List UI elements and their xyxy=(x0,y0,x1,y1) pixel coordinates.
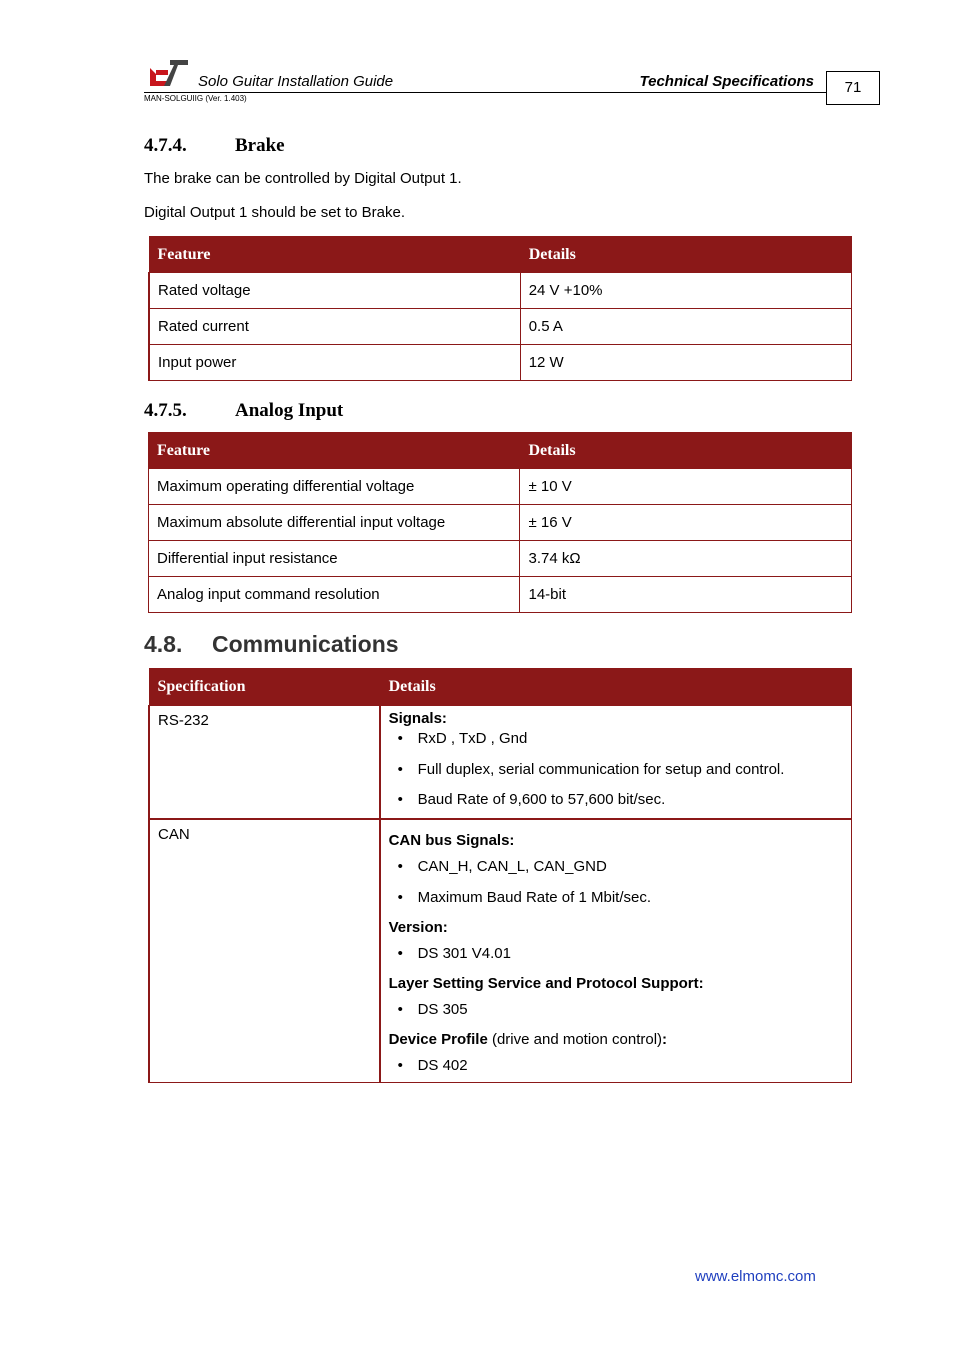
table-row xyxy=(149,541,852,577)
table-row xyxy=(149,819,852,1083)
table-row xyxy=(149,309,852,345)
can-version-label: Version: xyxy=(388,919,448,936)
can-layer-label: Layer Setting Service and Protocol Support: xyxy=(388,975,704,992)
table-row xyxy=(149,345,852,381)
can-profile-label xyxy=(389,1030,843,1050)
table-row xyxy=(149,706,852,820)
document-version: MAN-SOLGUIIG (Ver. 1.403) xyxy=(144,94,247,103)
analog-table xyxy=(148,432,852,613)
table-cell: 12 W xyxy=(520,345,851,381)
table-cell: Rated current xyxy=(149,309,520,345)
table-cell xyxy=(380,819,852,1083)
table-cell: ± 16 V xyxy=(520,505,852,541)
brake-heading-title: Brake xyxy=(235,135,285,156)
table-cell: Input power xyxy=(149,345,520,381)
list-item: • Maximum Baud Rate of 1 Mbit/sec. xyxy=(389,888,843,908)
brake-heading xyxy=(144,135,285,157)
table-cell: 0.5 A xyxy=(520,309,851,345)
communications-heading-number: 4.8. xyxy=(144,631,183,657)
section-title: Technical Specifications xyxy=(639,73,814,90)
list-item: • DS 402 xyxy=(389,1056,843,1076)
analog-heading-title: Analog Input xyxy=(235,400,344,421)
table-cell: ± 10 V xyxy=(520,469,852,505)
can-profile-colon: : xyxy=(662,1031,668,1048)
website-link[interactable]: www.elmomc.com xyxy=(695,1268,816,1285)
column-header: Specification xyxy=(149,669,380,706)
list-item: • Full duplex, serial communication for setup and control. xyxy=(389,760,843,780)
table-header-row xyxy=(149,237,852,273)
analog-heading-number: 4.7.5. xyxy=(144,400,187,421)
table-cell: CAN xyxy=(149,819,380,1083)
column-header: Details xyxy=(520,237,851,273)
table-cell: Differential input resistance xyxy=(149,541,520,577)
can-profile-list xyxy=(389,1056,843,1076)
brake-table xyxy=(148,236,852,381)
list-item: • CAN_H, CAN_L, CAN_GND xyxy=(389,857,843,877)
table-cell: Maximum operating differential voltage xyxy=(149,469,520,505)
table-row xyxy=(149,469,852,505)
brake-paragraph-1: The brake can be controlled by Digital Output 1. xyxy=(144,170,462,187)
column-header: Details xyxy=(380,669,852,706)
can-signals-label: CAN bus Signals: xyxy=(388,832,515,849)
table-cell: RS-232 xyxy=(149,706,380,820)
table-cell: Maximum absolute differential input voltage xyxy=(149,505,520,541)
can-profile-suffix: (drive and motion control) xyxy=(487,1031,663,1048)
analog-heading xyxy=(144,400,343,422)
table-cell: Analog input command resolution xyxy=(149,577,520,613)
brake-paragraph-2: Digital Output 1 should be set to Brake. xyxy=(144,204,405,221)
list-item: • DS 301 V4.01 xyxy=(389,944,843,964)
column-header: Feature xyxy=(149,433,520,469)
table-row xyxy=(149,273,852,309)
header-rule xyxy=(144,92,827,93)
rs232-signals-label: Signals: xyxy=(388,710,447,727)
communications-table xyxy=(148,668,852,1083)
can-signal-list xyxy=(389,857,843,908)
table-cell: 24 V +10% xyxy=(520,273,851,309)
table-cell: Rated voltage xyxy=(149,273,520,309)
document-title: Solo Guitar Installation Guide xyxy=(198,73,394,90)
list-item: • Baud Rate of 9,600 to 57,600 bit/sec. xyxy=(389,790,843,810)
table-cell: 14-bit xyxy=(520,577,852,613)
table-header-row xyxy=(149,669,852,706)
table-row xyxy=(149,505,852,541)
column-header: Feature xyxy=(149,237,520,273)
list-item: • RxD , TxD , Gnd xyxy=(389,729,843,749)
table-row xyxy=(149,577,852,613)
page-number: 71 xyxy=(826,71,880,105)
communications-heading xyxy=(144,631,399,658)
communications-heading-title: Communications xyxy=(212,631,399,657)
list-item: • DS 305 xyxy=(389,1000,843,1020)
can-layer-list xyxy=(389,1000,843,1020)
elmo-logo xyxy=(148,58,190,88)
brake-heading-number: 4.7.4. xyxy=(144,135,187,156)
table-cell: 3.74 kΩ xyxy=(520,541,852,577)
can-version-list xyxy=(389,944,843,964)
rs232-signal-list xyxy=(389,729,843,810)
can-profile-name: Device Profile xyxy=(388,1031,488,1048)
table-cell xyxy=(380,706,852,820)
column-header: Details xyxy=(520,433,852,469)
table-header-row xyxy=(149,433,852,469)
